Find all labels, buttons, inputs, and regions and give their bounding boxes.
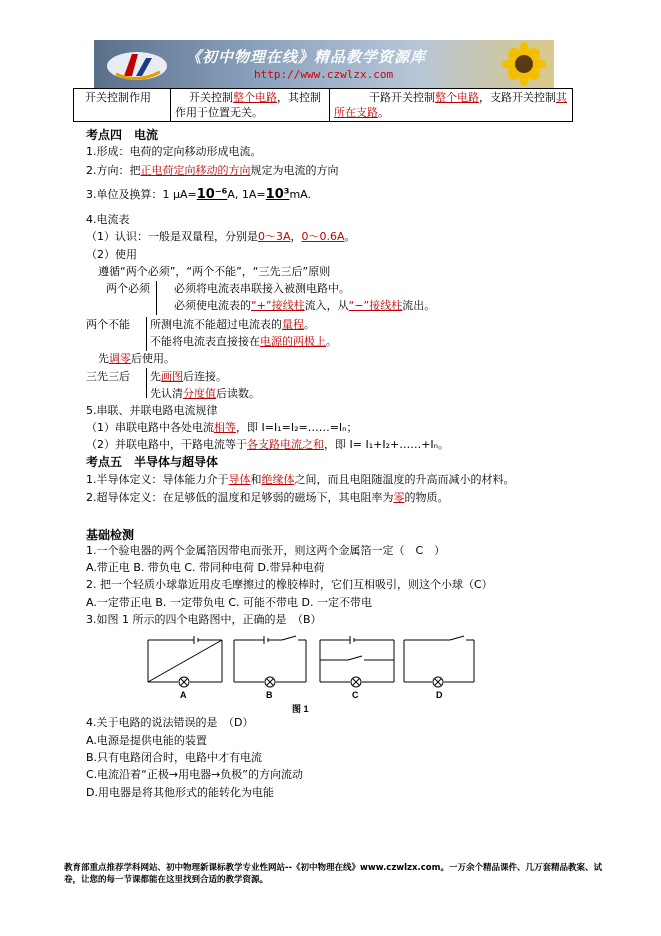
- option: A.电源是提供电能的装置: [86, 734, 207, 747]
- circuit-b: [234, 636, 306, 687]
- banner-title: 《初中物理在线》精品教学资源库: [186, 48, 427, 66]
- figure-caption: 图 1: [292, 704, 309, 714]
- text-line: 两个不能: [86, 318, 130, 331]
- header-banner: [94, 40, 554, 88]
- text-line: 2.方向：把正电荷定向移动的方向规定为电流的方向: [86, 164, 339, 177]
- page-footer: 教育部重点推荐学科网站、初中物理新课标教学专业性网站--《初中物理在线》www.czwlzx.com。一万余个精品课件、几万套精品教案、试卷，让您的每一节课都能在这里找到合适的教学资源。: [64, 863, 602, 885]
- circuit-a: [148, 636, 222, 687]
- figure-label-c: C: [352, 690, 359, 700]
- brace-line: [146, 317, 147, 351]
- figure-label-a: A: [180, 690, 187, 700]
- table-row: [74, 89, 573, 122]
- section-heading: 考点四 电流: [86, 128, 159, 142]
- text-line: （1）串联电路中各处电流相等，即 I=I₁=I₂=……=Iₙ；: [86, 421, 358, 434]
- text-line: 所测电流不能超过电流表的量程。: [150, 318, 315, 331]
- site-logo-icon: [102, 44, 172, 84]
- text-line: 先认清分度值后读数。: [150, 387, 260, 400]
- question-options: A.带正电 B. 带负电 C. 带同种电荷 D.带异种电荷: [86, 561, 325, 574]
- text-line: （1）认识：一般是双量程，分别是0～3A，0～0.6A。: [86, 230, 356, 243]
- circuit-d: [404, 636, 474, 687]
- question-options: A.一定带正电 B. 一定带负电 C. 可能不带电 D. 一定不带电: [86, 596, 372, 609]
- text-line: 不能将电流表直接接在电源的两极上。: [150, 335, 337, 348]
- figure-label-b: B: [266, 690, 273, 700]
- text-line: 4.电流表: [86, 213, 130, 226]
- question: 2. 把一个轻质小球靠近用皮毛摩擦过的橡胶棒时，它们互相吸引，则这个小球（C）: [86, 578, 493, 591]
- question: 3.如图 1 所示的四个电路图中，正确的是 （B）: [86, 613, 322, 626]
- sunflower-icon: [498, 42, 550, 86]
- section-heading: 考点五 半导体与超导体: [86, 455, 219, 469]
- circuit-figure: [146, 634, 476, 718]
- option: B.只有电路闭合时，电路中才有电流: [86, 751, 263, 764]
- text-line: 5.串联、并联电路电流规律: [86, 404, 218, 417]
- figure-label-d: D: [436, 690, 443, 700]
- circuit-c: [320, 636, 394, 687]
- text-line: （2）使用: [86, 248, 137, 261]
- text-line: 两个必须: [106, 282, 150, 295]
- text-line: 1.半导体定义：导体能力介于导体和绝缘体之间，而且电阻随温度的升高而减小的材料。: [86, 473, 515, 486]
- brace-line: [146, 368, 147, 398]
- question: 1.一个验电器的两个金属箔因带电而张开，则这两个金属箔一定（ C ）: [86, 544, 446, 557]
- question: 4.关于电路的说法错误的是 （D）: [86, 716, 254, 729]
- table-cell: 干路开关控制整个电路，支路开关控制其所在支路。: [330, 89, 573, 122]
- text-line: 3.单位及换算：1 μA=10⁻⁶A, 1A=10³mA.: [86, 187, 311, 202]
- brace-line: [156, 281, 157, 315]
- text-line: 遵循“两个必须”，“两个不能”，“三先三后”原则: [98, 265, 331, 278]
- text-line: 先画图后连接。: [150, 370, 227, 383]
- text-line: 必须使电流表的“+”接线柱流入，从“−”接线柱流出。: [174, 299, 436, 312]
- table-cell: 开关控制作用: [74, 89, 171, 122]
- option: D.用电器是将其他形式的能转化为电能: [86, 786, 274, 799]
- summary-table: [73, 88, 573, 122]
- option: C.电流沿着“正极→用电器→负极”的方向流动: [86, 768, 304, 781]
- section-heading: 基础检测: [86, 528, 135, 542]
- text-line: 三先三后: [86, 370, 130, 383]
- text-line: 2.超导体定义：在足够低的温度和足够弱的磁场下，其电阻率为零的物质。: [86, 491, 449, 504]
- text-line: 必须将电流表串联接入被测电路中。: [174, 282, 350, 295]
- table-cell: 开关控制整个电路，其控制作用于位置无关。: [171, 89, 330, 122]
- text-line: 1.形成：电荷的定向移动形成电流。: [86, 145, 262, 158]
- text-line: （2）并联电路中，干路电流等于各支路电流之和，即 I= I₁+I₂+……+Iₙ。: [86, 438, 450, 451]
- banner-url[interactable]: http://www.czwlzx.com: [254, 68, 394, 81]
- text-line: 先调零后使用。: [98, 352, 175, 365]
